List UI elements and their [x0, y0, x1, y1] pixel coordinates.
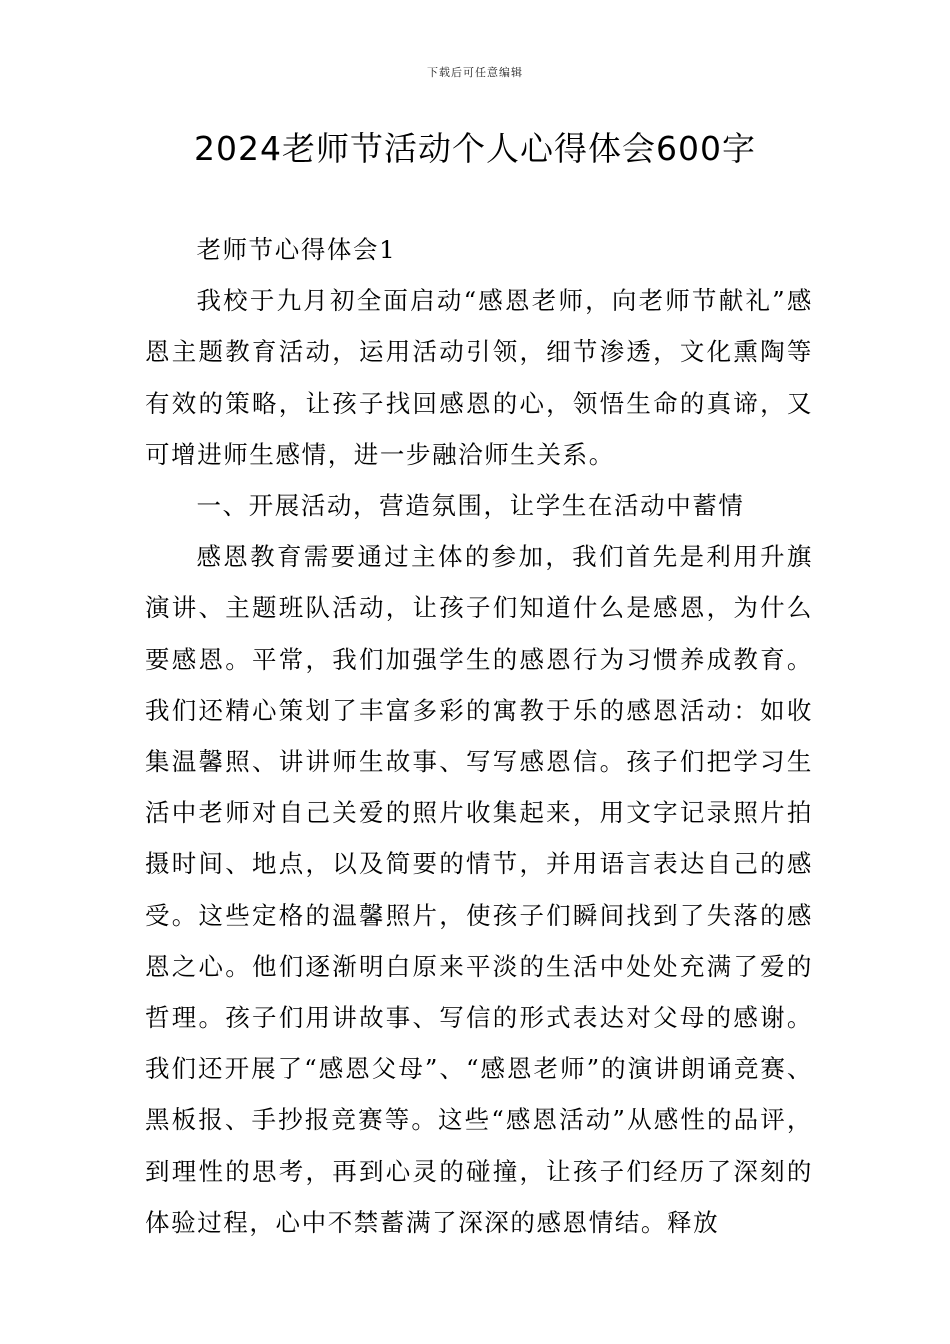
document-body: [145, 224, 813, 1248]
document-title: 2024老师节活动个人心得体会600字: [194, 129, 756, 168]
body-paragraph: 感恩教育需要通过主体的参加，我们首先是利用升旗演讲、主题班队活动，让孩子们知道什么是感恩，为什么要感恩。平常，我们加强学生的感恩行为习惯养成教育。我们还精心策划了丰富多彩的寓教于乐的感恩活动：如收集温馨照、讲讲师生故事、写写感恩信。孩子们把学习生活中老师对自己关爱的照片收集起来，用文字记录照片拍摄时间、地点，以及简要的情节，并用语言表达自己的感受。这些定格的温馨照片，使孩子们瞬间找到了失落的感恩之心。他们逐渐明白原来平淡的生活中处处充满了爱的哲理。孩子们用讲故事、写信的形式表达对父母的感谢。我们还开展了“感恩父母”、“感恩老师”的演讲朗诵竞赛、黑板报、手抄报竞赛等。这些“感恩活动”从感性的品评，到理性的思考，再到心灵的碰撞，让孩子们经历了深刻的体验过程，心中不禁蓄满了深深的感恩情结。释放: [145, 542, 813, 1237]
subsection-heading: 一、开展活动，营造氛围，让学生在活动中蓄情: [196, 491, 745, 521]
body-paragraph: 我校于九月初全面启动“感恩老师，向老师节献礼”感恩主题教育活动，运用活动引领，细节渗透，文化熏陶等有效的策略，让孩子找回感恩的心，领悟生命的真谛，又可增进师生感情，进一步融洽师生关系。: [145, 286, 813, 469]
header-note: 下载后可任意编辑: [427, 66, 523, 79]
section-heading: 老师节心得体会1: [196, 235, 397, 264]
